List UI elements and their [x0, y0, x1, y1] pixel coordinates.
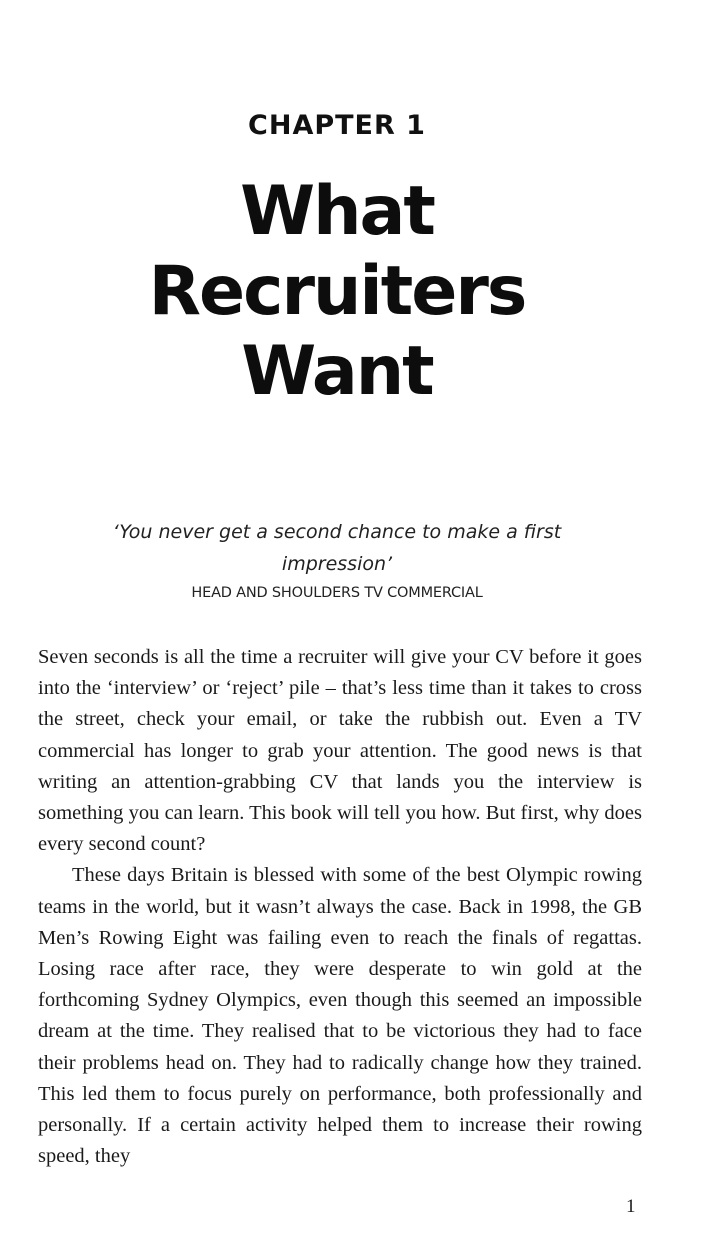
page-number: 1 — [626, 1196, 636, 1217]
chapter-title-line-1: What — [240, 172, 434, 251]
paragraph-2: These days Britain is blessed with some of the best Olympic rowing teams in the world, but it wasn’t always the case. Back in 1998, the GB Men’s Rowing Eight was failing even to reach the finals of regattas. Losing race after race, they were desperate to win gold at the forthcoming Sydney Olympics, even though this seemed an impossible dream at the time. They realised that to be victorious they had to face their problems head on. They had to radically change how they trained. This led them to focus purely on performance, both professionally and personally. If a certain activity helped them to increase their rowing speed, they — [38, 864, 642, 1168]
epigraph-quote: ‘You never get a second chance to make a first impression’ — [112, 521, 562, 575]
chapter-title — [0, 172, 674, 412]
body-text — [38, 642, 642, 1172]
chapter-title-line-2: Recruiters — [148, 252, 526, 331]
paragraph-1: Seven seconds is all the time a recruiter will give your CV before it goes into the ‘interview’ or ‘reject’ pile – that’s less time than it takes to cross the street, check your email, or take the rubbish out. Even a TV commercial has longer to grab your attention. The good news is that writing an attention-grabbing CV that lands you the interview is something you can learn. This book will tell you how. But first, why does every second count? — [38, 646, 642, 856]
chapter-label: CHAPTER 1 — [248, 110, 426, 141]
chapter-title-line-3: Want — [241, 332, 433, 411]
epigraph-source: HEAD AND SHOULDERS TV COMMERCIAL — [191, 585, 483, 601]
